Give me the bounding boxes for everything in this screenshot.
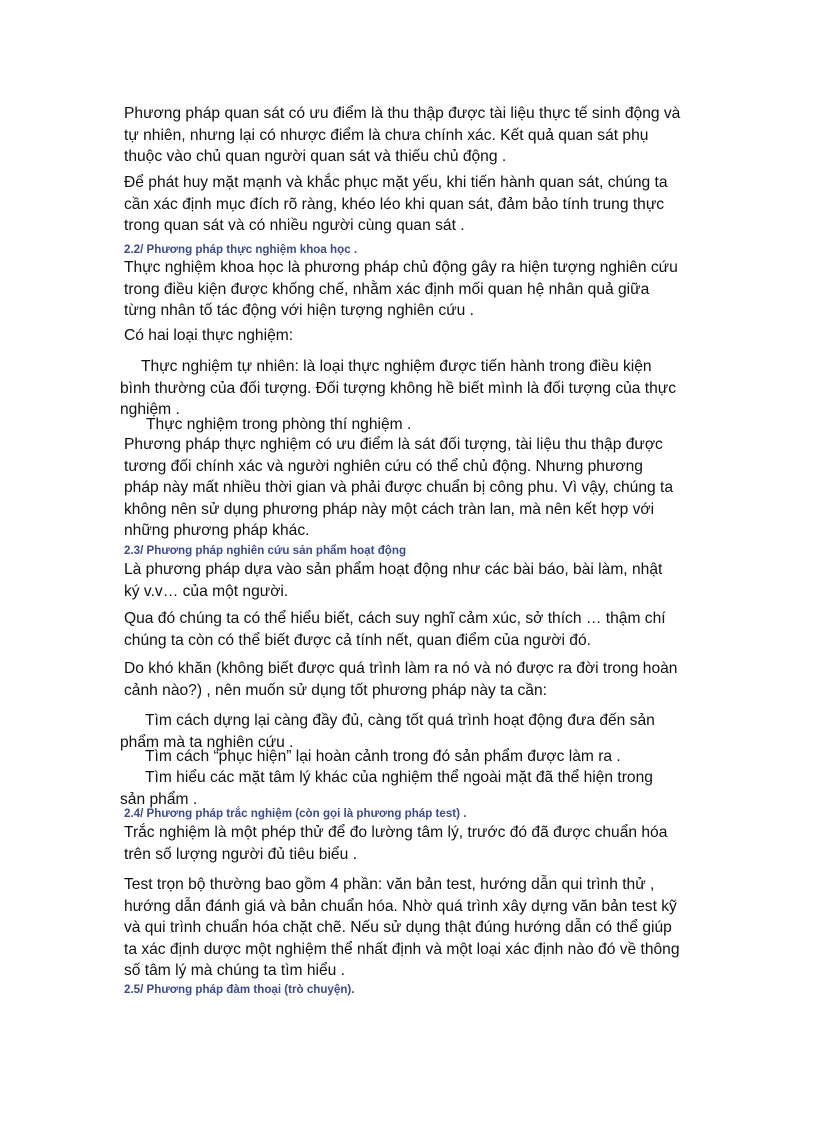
text-line: cảnh nào?) , nên muốn sử dụng tốt phương pháp này ta cần: — [124, 681, 547, 699]
text-line: tương đối chính xác và người nghiên cứu có thể chủ động. Nhưng phương — [124, 457, 643, 475]
text-line: Tìm hiểu các mặt tâm lý khác của nghiệm thể ngoài mặt đã thể hiện trong — [145, 769, 653, 786]
text-line: Thực nghiệm tự nhiên: là loại thực nghiệm được tiến hành trong điều kiện — [141, 358, 652, 375]
text-line: ký v.v… của một người. — [124, 582, 289, 600]
text-line: Trắc nghiệm là một phép thử để đo lường tâm lý, trước đó đã được chuẩn hóa — [124, 824, 668, 841]
text-line: cần xác định mục đích rõ ràng, khéo léo khi quan sát, đảm bảo tính trung thực — [124, 195, 665, 213]
text-line: và qui trình chuẩn hóa chặt chẽ. Nếu sử dụng thật đúng hướng dẫn có thể giúp — [124, 919, 672, 936]
text-line: Tìm cách dựng lại càng đầy đủ, càng tốt quá trình hoạt động đưa đến sản — [145, 712, 655, 729]
paragraph-observation-improve — [124, 172, 668, 237]
text-line: bình thường của đối tượng. Đối tượng không hề biết mình là đối tượng của thực — [120, 379, 677, 397]
text-line: tự nhiên, nhưng lại có nhược điểm là chưa chính xác. Kết quả quan sát phụ — [124, 126, 649, 144]
text-line: Có hai loại thực nghiệm: — [124, 327, 294, 344]
text-line: trên số lượng người đủ tiêu biểu . — [124, 845, 357, 863]
paragraph-product-step-2 — [145, 746, 621, 768]
text-line: Để phát huy mặt mạnh và khắc phục mặt yếu, khi tiến hành quan sát, chúng ta — [124, 174, 668, 191]
text-line: số tâm lý mà chúng ta tìm hiểu . — [124, 962, 346, 979]
text-line: chúng ta còn có thể biết được cả tính nết, quan điểm của người đó. — [124, 631, 591, 649]
text-line: từng nhân tố tác động với hiện tượng nghiên cứu . — [124, 302, 475, 319]
text-line: không nên sử dụng phương pháp này một cách tràn lan, mà nên kết hợp với — [124, 500, 655, 518]
text-line: sản phẩm . — [120, 790, 198, 808]
text-line: những phương pháp khác. — [124, 522, 310, 539]
paragraph-experiment-types — [124, 325, 293, 347]
text-line: Thực nghiệm khoa học là phương pháp chủ động gây ra hiện tượng nghiên cứu — [124, 259, 678, 276]
text-line: Phương pháp quan sát có ưu điểm là thu thập được tài liệu thực tế sinh động và — [124, 105, 681, 122]
paragraph-product-insight — [124, 608, 666, 651]
text-line: hướng dẫn đánh giá và bản chuẩn hóa. Nhờ quá trình xây dựng văn bản test kỹ — [124, 897, 677, 915]
heading-2-4: 2.4/ Phương pháp trắc nghiệm (còn gọi là phương pháp test) . — [124, 807, 467, 820]
text-line: trong điều kiện được khống chế, nhằm xác định mối quan hệ nhân quả giữa — [124, 280, 650, 298]
text-line: trong quan sát và có nhiều người cùng quan sát . — [124, 217, 465, 234]
text-line: phẩm mà ta nghiên cứu . — [120, 733, 294, 751]
paragraph-observation-pros-cons — [124, 103, 680, 168]
paragraph-lab-experiment — [146, 414, 411, 436]
paragraph-natural-experiment — [120, 356, 676, 421]
text-line: Tìm cách “phục hiện” lại hoàn cảnh trong đó sản phẩm được làm ra . — [145, 748, 621, 765]
text-line: Thực nghiệm trong phòng thí nghiệm . — [146, 416, 412, 433]
paragraph-experiment-definition — [124, 257, 678, 322]
paragraph-test-definition — [124, 822, 667, 865]
paragraph-experiment-pros-cons — [124, 434, 673, 542]
paragraph-product-difficulty — [124, 658, 677, 701]
text-line: Qua đó chúng ta có thể hiểu biết, cách suy nghĩ cảm xúc, sở thích … thậm chí — [124, 610, 666, 627]
heading-2-2: 2.2/ Phương pháp thực nghiệm khoa học . — [124, 243, 358, 256]
text-line: pháp này mất nhiều thời gian và phải được chuẩn bị công phu. Vì vậy, chúng ta — [124, 479, 674, 496]
text-line: thuộc vào chủ quan người quan sát và thiếu chủ động . — [124, 148, 507, 165]
text-line: Test trọn bộ thường bao gồm 4 phần: văn bản test, hướng dẫn qui trình thử , — [124, 876, 655, 893]
heading-2-5: 2.5/ Phương pháp đàm thoại (trò chuyện). — [124, 983, 355, 996]
heading-2-3: 2.3/ Phương pháp nghiên cứu sản phẩm hoạt động — [124, 544, 407, 557]
paragraph-product-definition — [124, 559, 662, 602]
text-line: Là phương pháp dựa vào sản phẩm hoạt động như các bài báo, bài làm, nhật — [124, 561, 663, 578]
paragraph-product-step-3 — [120, 767, 653, 810]
text-line: Phương pháp thực nghiệm có ưu điểm là sát đối tượng, tài liệu thu thập được — [124, 436, 663, 453]
text-line: ta xác định dược một nghiệm thể nhất định và một loại xác định nào đó về thông — [124, 940, 680, 958]
text-line: nghiệm . — [120, 401, 180, 418]
paragraph-test-components — [124, 874, 680, 982]
text-line: Do khó khăn (không biết được quá trình làm ra nó và nó được ra đời trong hoàn — [124, 660, 678, 677]
